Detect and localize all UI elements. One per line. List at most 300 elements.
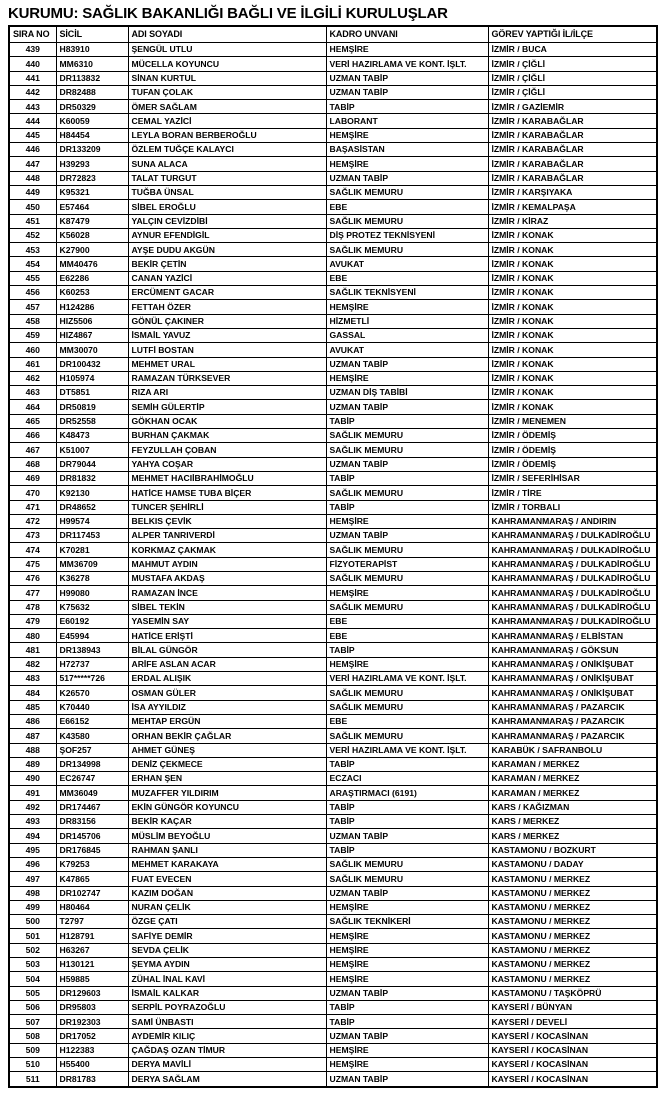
cell-sicil: DR82488: [56, 85, 128, 99]
cell-sira-no: 447: [9, 157, 56, 171]
cell-kadro-unvani: AVUKAT: [326, 343, 488, 357]
cell-adi-soyadi: CEMAL YAZİCİ: [128, 114, 326, 128]
table-row: [9, 286, 657, 300]
cell-kadro-unvani: EBE: [326, 714, 488, 728]
cell-kadro-unvani: GASSAL: [326, 328, 488, 342]
cell-adi-soyadi: BEKİR ÇETİN: [128, 257, 326, 271]
cell-gorev-il-ilce: KARS / MERKEZ: [488, 815, 657, 829]
cell-gorev-il-ilce: KARS / KAĞIZMAN: [488, 800, 657, 814]
cell-gorev-il-ilce: KASTAMONU / TAŞKÖPRÜ: [488, 986, 657, 1000]
table-row: [9, 143, 657, 157]
table-row: [9, 1072, 657, 1087]
cell-sira-no: 495: [9, 843, 56, 857]
cell-kadro-unvani: HEMŞİRE: [326, 157, 488, 171]
cell-kadro-unvani: HEMŞİRE: [326, 1043, 488, 1057]
cell-sicil: H83910: [56, 43, 128, 57]
cell-sira-no: 503: [9, 958, 56, 972]
cell-kadro-unvani: SAĞLIK MEMURU: [326, 185, 488, 199]
cell-gorev-il-ilce: KASTAMONU / MERKEZ: [488, 929, 657, 943]
cell-kadro-unvani: HEMŞİRE: [326, 943, 488, 957]
cell-sira-no: 483: [9, 672, 56, 686]
cell-sira-no: 465: [9, 414, 56, 428]
cell-sira-no: 485: [9, 700, 56, 714]
cell-sira-no: 487: [9, 729, 56, 743]
cell-sicil: MM36049: [56, 786, 128, 800]
cell-sicil: 517*****726: [56, 672, 128, 686]
cell-kadro-unvani: AVUKAT: [326, 257, 488, 271]
cell-adi-soyadi: KORKMAZ ÇAKMAK: [128, 543, 326, 557]
cell-gorev-il-ilce: KAYSERİ / KOCASİNAN: [488, 1043, 657, 1057]
cell-sicil: DR52558: [56, 414, 128, 428]
cell-gorev-il-ilce: İZMİR / TORBALI: [488, 500, 657, 514]
cell-sicil: DR133209: [56, 143, 128, 157]
cell-gorev-il-ilce: KAHRAMANMARAŞ / ELBİSTAN: [488, 629, 657, 643]
cell-gorev-il-ilce: İZMİR / SEFERİHİSAR: [488, 471, 657, 485]
column-header-sira-no: SIRA NO: [9, 26, 56, 43]
cell-sira-no: 504: [9, 972, 56, 986]
cell-sira-no: 450: [9, 200, 56, 214]
cell-sicil: K92130: [56, 486, 128, 500]
cell-sicil: MM6310: [56, 57, 128, 71]
table-row: [9, 371, 657, 385]
cell-sira-no: 492: [9, 800, 56, 814]
cell-sicil: E57464: [56, 200, 128, 214]
cell-sira-no: 441: [9, 71, 56, 85]
cell-adi-soyadi: TALAT TURGUT: [128, 171, 326, 185]
cell-gorev-il-ilce: İZMİR / KONAK: [488, 328, 657, 342]
cell-gorev-il-ilce: İZMİR / KARŞIYAKA: [488, 185, 657, 199]
table-row: [9, 829, 657, 843]
cell-sicil: DR176845: [56, 843, 128, 857]
cell-adi-soyadi: LUTFİ BOSTAN: [128, 343, 326, 357]
table-row: [9, 815, 657, 829]
cell-sicil: H105974: [56, 371, 128, 385]
cell-adi-soyadi: RAMAZAN İNCE: [128, 586, 326, 600]
table-row: [9, 714, 657, 728]
cell-kadro-unvani: HEMŞİRE: [326, 900, 488, 914]
cell-sicil: K27900: [56, 243, 128, 257]
cell-adi-soyadi: ÇAĞDAŞ OZAN TİMUR: [128, 1043, 326, 1057]
cell-gorev-il-ilce: İZMİR / ÖDEMİŞ: [488, 457, 657, 471]
cell-kadro-unvani: ARAŞTIRMACI (6191): [326, 786, 488, 800]
cell-sira-no: 463: [9, 386, 56, 400]
cell-sira-no: 502: [9, 943, 56, 957]
cell-sira-no: 510: [9, 1058, 56, 1072]
cell-sira-no: 453: [9, 243, 56, 257]
cell-sicil: H63267: [56, 943, 128, 957]
cell-adi-soyadi: GÖKHAN OCAK: [128, 414, 326, 428]
cell-adi-soyadi: SUNA ALACA: [128, 157, 326, 171]
cell-sira-no: 467: [9, 443, 56, 457]
cell-sicil: K51007: [56, 443, 128, 457]
cell-gorev-il-ilce: KAHRAMANMARAŞ / GÖKSUN: [488, 643, 657, 657]
table-row: [9, 514, 657, 528]
cell-adi-soyadi: FUAT EVECEN: [128, 872, 326, 886]
cell-gorev-il-ilce: KARABÜK / SAFRANBOLU: [488, 743, 657, 757]
table-row: [9, 614, 657, 628]
cell-sicil: MM40476: [56, 257, 128, 271]
cell-adi-soyadi: LEYLA BORAN BERBEROĞLU: [128, 128, 326, 142]
table-row: [9, 228, 657, 242]
cell-sira-no: 475: [9, 557, 56, 571]
cell-kadro-unvani: HEMŞİRE: [326, 958, 488, 972]
cell-adi-soyadi: TUNCER ŞEHİRLİ: [128, 500, 326, 514]
cell-gorev-il-ilce: KAYSERİ / BÜNYAN: [488, 1000, 657, 1014]
table-row: [9, 929, 657, 943]
cell-kadro-unvani: HEMŞİRE: [326, 657, 488, 671]
cell-sira-no: 439: [9, 43, 56, 57]
cell-kadro-unvani: LABORANT: [326, 114, 488, 128]
cell-sicil: DR50329: [56, 100, 128, 114]
cell-adi-soyadi: SİNAN KURTUL: [128, 71, 326, 85]
cell-adi-soyadi: MEHMET URAL: [128, 357, 326, 371]
cell-gorev-il-ilce: KAYSERİ / KOCASİNAN: [488, 1058, 657, 1072]
cell-sicil: DR17052: [56, 1029, 128, 1043]
cell-sira-no: 464: [9, 400, 56, 414]
table-row: [9, 543, 657, 557]
cell-kadro-unvani: SAĞLIK TEKNİKERİ: [326, 915, 488, 929]
cell-sicil: K95321: [56, 185, 128, 199]
cell-sicil: K87479: [56, 214, 128, 228]
cell-sira-no: 506: [9, 1000, 56, 1014]
cell-kadro-unvani: HEMŞİRE: [326, 514, 488, 528]
cell-sicil: K47865: [56, 872, 128, 886]
cell-gorev-il-ilce: İZMİR / MENEMEN: [488, 414, 657, 428]
table-row: [9, 100, 657, 114]
cell-kadro-unvani: TABİP: [326, 471, 488, 485]
table-header: [9, 26, 657, 43]
cell-kadro-unvani: UZMAN TABİP: [326, 829, 488, 843]
cell-kadro-unvani: UZMAN TABİP: [326, 171, 488, 185]
cell-gorev-il-ilce: İZMİR / KARABAĞLAR: [488, 114, 657, 128]
cell-adi-soyadi: BURHAN ÇAKMAK: [128, 429, 326, 443]
cell-adi-soyadi: ARİFE ASLAN ACAR: [128, 657, 326, 671]
table-row: [9, 800, 657, 814]
cell-kadro-unvani: SAĞLIK MEMURU: [326, 443, 488, 457]
cell-gorev-il-ilce: İZMİR / KİRAZ: [488, 214, 657, 228]
cell-gorev-il-ilce: İZMİR / KARABAĞLAR: [488, 143, 657, 157]
cell-gorev-il-ilce: İZMİR / KONAK: [488, 357, 657, 371]
cell-sira-no: 472: [9, 514, 56, 528]
cell-gorev-il-ilce: KAHRAMANMARAŞ / DULKADİROĞLU: [488, 586, 657, 600]
cell-kadro-unvani: UZMAN TABİP: [326, 886, 488, 900]
cell-kadro-unvani: UZMAN TABİP: [326, 1072, 488, 1087]
cell-sicil: DR81783: [56, 1072, 128, 1087]
cell-adi-soyadi: İSMAİL YAVUZ: [128, 328, 326, 342]
cell-sira-no: 511: [9, 1072, 56, 1087]
cell-gorev-il-ilce: İZMİR / TİRE: [488, 486, 657, 500]
cell-sicil: DR79044: [56, 457, 128, 471]
cell-gorev-il-ilce: KAHRAMANMARAŞ / DULKADİROĞLU: [488, 529, 657, 543]
table-row: [9, 443, 657, 457]
cell-sira-no: 470: [9, 486, 56, 500]
cell-gorev-il-ilce: KARAMAN / MERKEZ: [488, 786, 657, 800]
cell-sicil: DR134998: [56, 757, 128, 771]
cell-sicil: K43580: [56, 729, 128, 743]
cell-kadro-unvani: UZMAN TABİP: [326, 1029, 488, 1043]
cell-kadro-unvani: UZMAN TABİP: [326, 400, 488, 414]
cell-sira-no: 494: [9, 829, 56, 843]
cell-adi-soyadi: İSMAİL KALKAR: [128, 986, 326, 1000]
table-row: [9, 600, 657, 614]
cell-gorev-il-ilce: KAHRAMANMARAŞ / ANDIRIN: [488, 514, 657, 528]
cell-gorev-il-ilce: İZMİR / KONAK: [488, 271, 657, 285]
cell-kadro-unvani: UZMAN TABİP: [326, 986, 488, 1000]
cell-adi-soyadi: ALPER TANRIVERDİ: [128, 529, 326, 543]
cell-gorev-il-ilce: İZMİR / GAZİEMİR: [488, 100, 657, 114]
cell-gorev-il-ilce: KASTAMONU / BOZKURT: [488, 843, 657, 857]
cell-sira-no: 493: [9, 815, 56, 829]
cell-sira-no: 474: [9, 543, 56, 557]
table-row: [9, 414, 657, 428]
cell-gorev-il-ilce: İZMİR / ÖDEMİŞ: [488, 443, 657, 457]
table-row: [9, 729, 657, 743]
cell-adi-soyadi: OSMAN GÜLER: [128, 686, 326, 700]
cell-sicil: H55400: [56, 1058, 128, 1072]
cell-kadro-unvani: ECZACI: [326, 772, 488, 786]
cell-gorev-il-ilce: İZMİR / KARABAĞLAR: [488, 171, 657, 185]
cell-adi-soyadi: YALÇIN CEVİZDİBİ: [128, 214, 326, 228]
cell-adi-soyadi: RIZA ARI: [128, 386, 326, 400]
cell-adi-soyadi: ŞENGÜL UTLU: [128, 43, 326, 57]
cell-kadro-unvani: DİŞ PROTEZ TEKNİSYENİ: [326, 228, 488, 242]
cell-adi-soyadi: RAHMAN ŞANLI: [128, 843, 326, 857]
cell-sira-no: 442: [9, 85, 56, 99]
cell-adi-soyadi: MEHTAP ERGÜN: [128, 714, 326, 728]
cell-sira-no: 471: [9, 500, 56, 514]
cell-gorev-il-ilce: İZMİR / KONAK: [488, 257, 657, 271]
table-row: [9, 386, 657, 400]
cell-adi-soyadi: ÖMER SAĞLAM: [128, 100, 326, 114]
cell-sira-no: 477: [9, 586, 56, 600]
cell-gorev-il-ilce: KAHRAMANMARAŞ / PAZARCIK: [488, 729, 657, 743]
cell-adi-soyadi: KAZIM DOĞAN: [128, 886, 326, 900]
cell-sicil: DR117453: [56, 529, 128, 543]
cell-sicil: K36278: [56, 571, 128, 585]
cell-gorev-il-ilce: KARAMAN / MERKEZ: [488, 772, 657, 786]
cell-kadro-unvani: SAĞLIK MEMURU: [326, 429, 488, 443]
cell-gorev-il-ilce: İZMİR / KONAK: [488, 243, 657, 257]
cell-sira-no: 444: [9, 114, 56, 128]
table-row: [9, 872, 657, 886]
cell-gorev-il-ilce: KASTAMONU / MERKEZ: [488, 958, 657, 972]
table-row: [9, 529, 657, 543]
cell-gorev-il-ilce: İZMİR / ÇİĞLİ: [488, 85, 657, 99]
table-row: [9, 743, 657, 757]
cell-sira-no: 498: [9, 886, 56, 900]
cell-sicil: H72737: [56, 657, 128, 671]
table-row: [9, 857, 657, 871]
table-row: [9, 85, 657, 99]
cell-sicil: DT5851: [56, 386, 128, 400]
cell-adi-soyadi: CANAN YAZİCİ: [128, 271, 326, 285]
cell-gorev-il-ilce: KAHRAMANMARAŞ / ONİKİŞUBAT: [488, 657, 657, 671]
cell-sicil: K70281: [56, 543, 128, 557]
table-row: [9, 343, 657, 357]
table-row: [9, 986, 657, 1000]
table-row: [9, 429, 657, 443]
cell-sira-no: 459: [9, 328, 56, 342]
cell-kadro-unvani: UZMAN TABİP: [326, 71, 488, 85]
cell-gorev-il-ilce: KAHRAMANMARAŞ / DULKADİROĞLU: [488, 571, 657, 585]
cell-adi-soyadi: MUZAFFER YILDIRIM: [128, 786, 326, 800]
table-row: [9, 643, 657, 657]
table-row: [9, 886, 657, 900]
cell-adi-soyadi: GÖNÜL ÇAKINER: [128, 314, 326, 328]
cell-gorev-il-ilce: İZMİR / KEMALPAŞA: [488, 200, 657, 214]
cell-kadro-unvani: HEMŞİRE: [326, 128, 488, 142]
cell-gorev-il-ilce: İZMİR / KONAK: [488, 228, 657, 242]
table-row: [9, 171, 657, 185]
cell-kadro-unvani: SAĞLIK MEMURU: [326, 600, 488, 614]
cell-kadro-unvani: TABİP: [326, 843, 488, 857]
table-row: [9, 486, 657, 500]
cell-sira-no: 476: [9, 571, 56, 585]
cell-sicil: K56028: [56, 228, 128, 242]
cell-sicil: T2797: [56, 915, 128, 929]
cell-sicil: DR138943: [56, 643, 128, 657]
cell-adi-soyadi: MAHMUT AYDIN: [128, 557, 326, 571]
table-row: [9, 271, 657, 285]
cell-kadro-unvani: TABİP: [326, 500, 488, 514]
cell-sira-no: 460: [9, 343, 56, 357]
table-row: [9, 915, 657, 929]
table-row: [9, 586, 657, 600]
cell-adi-soyadi: FEYZULLAH ÇOBAN: [128, 443, 326, 457]
cell-sira-no: 486: [9, 714, 56, 728]
cell-gorev-il-ilce: KASTAMONU / MERKEZ: [488, 943, 657, 957]
cell-gorev-il-ilce: KAHRAMANMARAŞ / ONİKİŞUBAT: [488, 686, 657, 700]
cell-gorev-il-ilce: İZMİR / KONAK: [488, 300, 657, 314]
table-row: [9, 457, 657, 471]
cell-sira-no: 479: [9, 614, 56, 628]
cell-gorev-il-ilce: KASTAMONU / MERKEZ: [488, 972, 657, 986]
cell-adi-soyadi: NURAN ÇELİK: [128, 900, 326, 914]
cell-sira-no: 473: [9, 529, 56, 543]
cell-sira-no: 484: [9, 686, 56, 700]
cell-kadro-unvani: UZMAN DİŞ TABİBİ: [326, 386, 488, 400]
cell-kadro-unvani: TABİP: [326, 815, 488, 829]
table-row: [9, 657, 657, 671]
cell-adi-soyadi: RAMAZAN TÜRKSEVER: [128, 371, 326, 385]
cell-kadro-unvani: HEMŞİRE: [326, 972, 488, 986]
table-row: [9, 128, 657, 142]
cell-adi-soyadi: MUSTAFA AKDAŞ: [128, 571, 326, 585]
cell-sira-no: 507: [9, 1015, 56, 1029]
cell-sicil: DR72823: [56, 171, 128, 185]
cell-sira-no: 468: [9, 457, 56, 471]
cell-adi-soyadi: MEHMET HACIİBRAHİMOĞLU: [128, 471, 326, 485]
cell-sicil: K75632: [56, 600, 128, 614]
cell-adi-soyadi: AYNUR EFENDİGİL: [128, 228, 326, 242]
cell-sicil: H99080: [56, 586, 128, 600]
cell-sicil: DR100432: [56, 357, 128, 371]
cell-sicil: H99574: [56, 514, 128, 528]
column-header-adi-soyadi: ADI SOYADI: [128, 26, 326, 43]
table-row: [9, 786, 657, 800]
table-row: [9, 157, 657, 171]
cell-sira-no: 489: [9, 757, 56, 771]
cell-kadro-unvani: SAĞLIK MEMURU: [326, 857, 488, 871]
table-row: [9, 200, 657, 214]
cell-sicil: MM30070: [56, 343, 128, 357]
cell-sicil: E60192: [56, 614, 128, 628]
personnel-table: [8, 25, 658, 1088]
cell-sicil: H130121: [56, 958, 128, 972]
cell-gorev-il-ilce: İZMİR / KONAK: [488, 400, 657, 414]
cell-sicil: DR129603: [56, 986, 128, 1000]
cell-sira-no: 501: [9, 929, 56, 943]
cell-adi-soyadi: YAHYA COŞAR: [128, 457, 326, 471]
cell-gorev-il-ilce: İZMİR / KONAK: [488, 371, 657, 385]
cell-kadro-unvani: SAĞLIK MEMURU: [326, 543, 488, 557]
table-row: [9, 471, 657, 485]
cell-kadro-unvani: HEMŞİRE: [326, 1058, 488, 1072]
table-row: [9, 557, 657, 571]
cell-sicil: H128791: [56, 929, 128, 943]
cell-adi-soyadi: SİBEL TEKİN: [128, 600, 326, 614]
cell-adi-soyadi: MÜCELLA KOYUNCU: [128, 57, 326, 71]
cell-adi-soyadi: AYDEMİR KILIÇ: [128, 1029, 326, 1043]
cell-sicil: K60253: [56, 286, 128, 300]
cell-sira-no: 462: [9, 371, 56, 385]
cell-sira-no: 496: [9, 857, 56, 871]
cell-sira-no: 458: [9, 314, 56, 328]
cell-kadro-unvani: FİZYOTERAPİST: [326, 557, 488, 571]
cell-gorev-il-ilce: İZMİR / ÖDEMİŞ: [488, 429, 657, 443]
cell-adi-soyadi: SAFİYE DEMİR: [128, 929, 326, 943]
cell-kadro-unvani: HEMŞİRE: [326, 929, 488, 943]
table-row: [9, 328, 657, 342]
cell-kadro-unvani: SAĞLIK MEMURU: [326, 700, 488, 714]
column-header-sicil: SİCİL: [56, 26, 128, 43]
table-row: [9, 1015, 657, 1029]
cell-sicil: K60059: [56, 114, 128, 128]
cell-sicil: HIZ4867: [56, 328, 128, 342]
cell-kadro-unvani: UZMAN TABİP: [326, 457, 488, 471]
table-row: [9, 772, 657, 786]
cell-sira-no: 488: [9, 743, 56, 757]
cell-adi-soyadi: EKİN GÜNGÖR KOYUNCU: [128, 800, 326, 814]
cell-sira-no: 451: [9, 214, 56, 228]
cell-adi-soyadi: BELKIS ÇEVİK: [128, 514, 326, 528]
table-row: [9, 1058, 657, 1072]
cell-kadro-unvani: VERİ HAZIRLAMA VE KONT. İŞLT.: [326, 743, 488, 757]
cell-kadro-unvani: SAĞLIK MEMURU: [326, 486, 488, 500]
cell-gorev-il-ilce: İZMİR / KONAK: [488, 314, 657, 328]
cell-adi-soyadi: ÖZGE ÇATI: [128, 915, 326, 929]
table-row: [9, 314, 657, 328]
cell-gorev-il-ilce: KASTAMONU / MERKEZ: [488, 872, 657, 886]
cell-gorev-il-ilce: KAHRAMANMARAŞ / DULKADİROĞLU: [488, 543, 657, 557]
cell-adi-soyadi: YASEMİN SAY: [128, 614, 326, 628]
cell-sicil: DR50819: [56, 400, 128, 414]
table-row: [9, 114, 657, 128]
cell-kadro-unvani: TABİP: [326, 757, 488, 771]
cell-gorev-il-ilce: KASTAMONU / MERKEZ: [488, 900, 657, 914]
cell-gorev-il-ilce: İZMİR / BUCA: [488, 43, 657, 57]
cell-sicil: DR102747: [56, 886, 128, 900]
cell-sicil: E45994: [56, 629, 128, 643]
cell-sira-no: 469: [9, 471, 56, 485]
cell-sira-no: 445: [9, 128, 56, 142]
cell-adi-soyadi: AHMET GÜNEŞ: [128, 743, 326, 757]
cell-adi-soyadi: SAMİ ÜNBASTI: [128, 1015, 326, 1029]
cell-sira-no: 499: [9, 900, 56, 914]
table-row: [9, 357, 657, 371]
table-header-row: [9, 26, 657, 43]
cell-sira-no: 452: [9, 228, 56, 242]
